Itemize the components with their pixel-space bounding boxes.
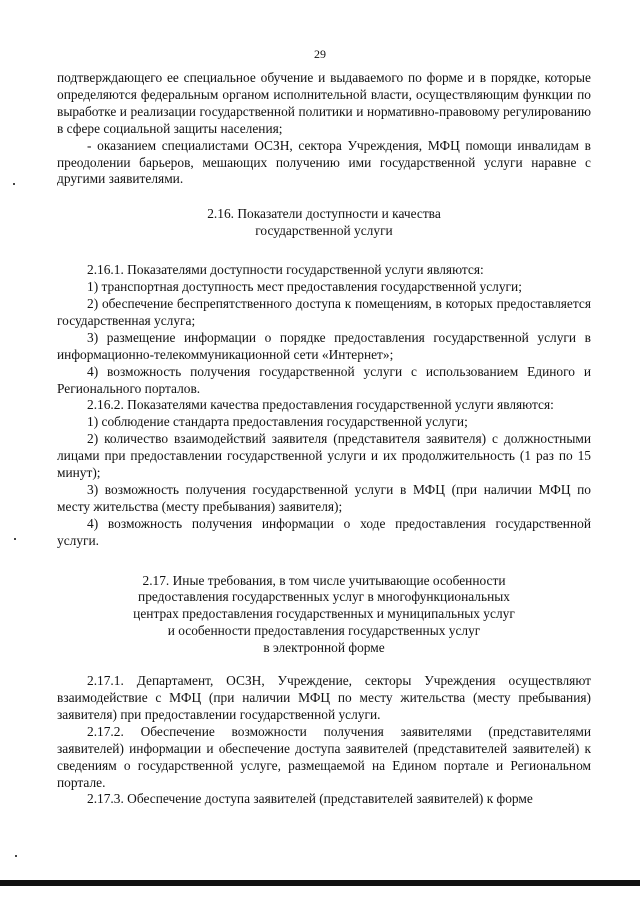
- list-item-2-16-1-2: 2) обеспечение беспрепятственного доступа к помещениям, в которых предоставляется государственная услуга;: [57, 295, 591, 328]
- paragraph-assistance: - оказанием специалистами ОСЗН, сектора Учреждения, МФЦ помощи инвалидам в преодолении барьеров, мешающих получению ими государственной услуги наравне с другими заявителями.: [57, 137, 591, 187]
- list-item-2-16-2-3: 3) возможность получения государственной услуги в МФЦ (при наличии МФЦ по месту жительства (месту пребывания) заявителя);: [57, 481, 591, 514]
- paragraph-continuation: подтверждающего ее специальное обучение и выдаваемого по форме и в порядке, которые определяются федеральным органом исполнительной власти, осуществляющим функции по выработке и реализации государственной политики и нормативно-правовому регулированию в сфере социальной защиты населения;: [57, 70, 591, 136]
- scan-border-bar: [0, 880, 640, 886]
- document-body: [57, 70, 591, 808]
- paragraph-2-16-1: 2.16.1. Показателями доступности государственной услуги являются:: [87, 262, 484, 278]
- scan-speck: [14, 538, 16, 540]
- section-heading-2-16-line-1: 2.16. Показатели доступности и качества: [207, 206, 441, 222]
- list-item-2-16-2-2: 2) количество взаимодействий заявителя (представителя заявителя) с должностными лицами при предоставлении государственной услуги и их продолжительность (1 раз по 15 минут);: [57, 431, 591, 481]
- paragraph-2-17-1: 2.17.1. Департамент, ОСЗН, Учреждение, секторы Учреждения осуществляют взаимодействие с МФЦ (при наличии МФЦ по месту жительства (месту пребывания) заявителя) при предоставлении государственной услуги.: [57, 673, 591, 722]
- list-item-2-16-2-4: 4) возможность получения информации о ходе предоставления государственной услуги.: [57, 515, 591, 548]
- list-item-2-16-2-1: 1) соблюдение стандарта предоставления государственной услуги;: [87, 414, 468, 430]
- paragraph-2-17-3: 2.17.3. Обеспечение доступа заявителей (представителей заявителей) к форме: [87, 791, 533, 807]
- scan-speck: [13, 183, 15, 185]
- list-item-2-16-1-3: 3) размещение информации о порядке предоставления государственной услуги в информационно-телекоммуникационной сети «Интернет»;: [57, 329, 591, 362]
- paragraph-2-16-2: 2.16.2. Показателями качества предоставления государственной услуги являются:: [87, 397, 554, 413]
- section-heading-2-17-line-3: центрах предоставления государственных и муниципальных услуг: [133, 606, 515, 622]
- list-item-2-16-1-4: 4) возможность получения государственной услуги с использованием Единого и Регионального порталов.: [57, 363, 591, 396]
- section-heading-2-17-line-1: 2.17. Иные требования, в том числе учитывающие особенности: [142, 572, 506, 588]
- section-heading-2-17-line-4: и особенности предоставления государственных услуг: [167, 623, 481, 639]
- list-item-2-16-1-1: 1) транспортная доступность мест предоставления государственной услуги;: [87, 279, 522, 295]
- section-heading-2-16-line-2: государственной услуги: [255, 223, 393, 239]
- section-heading-2-17-line-5: в электронной форме: [263, 640, 385, 656]
- scan-speck: [15, 855, 17, 857]
- section-heading-2-17-line-2: предоставления государственных услуг в многофункциональных: [138, 589, 510, 605]
- page-number: 29: [314, 47, 326, 61]
- paragraph-2-17-2: 2.17.2. Обеспечение возможности получения заявителями (представителями заявителей) информации и обеспечение доступа заявителей (представителей заявителей) к сведениям о государственной услуге, размещаемой на Едином портале и Региональном портале.: [57, 723, 591, 790]
